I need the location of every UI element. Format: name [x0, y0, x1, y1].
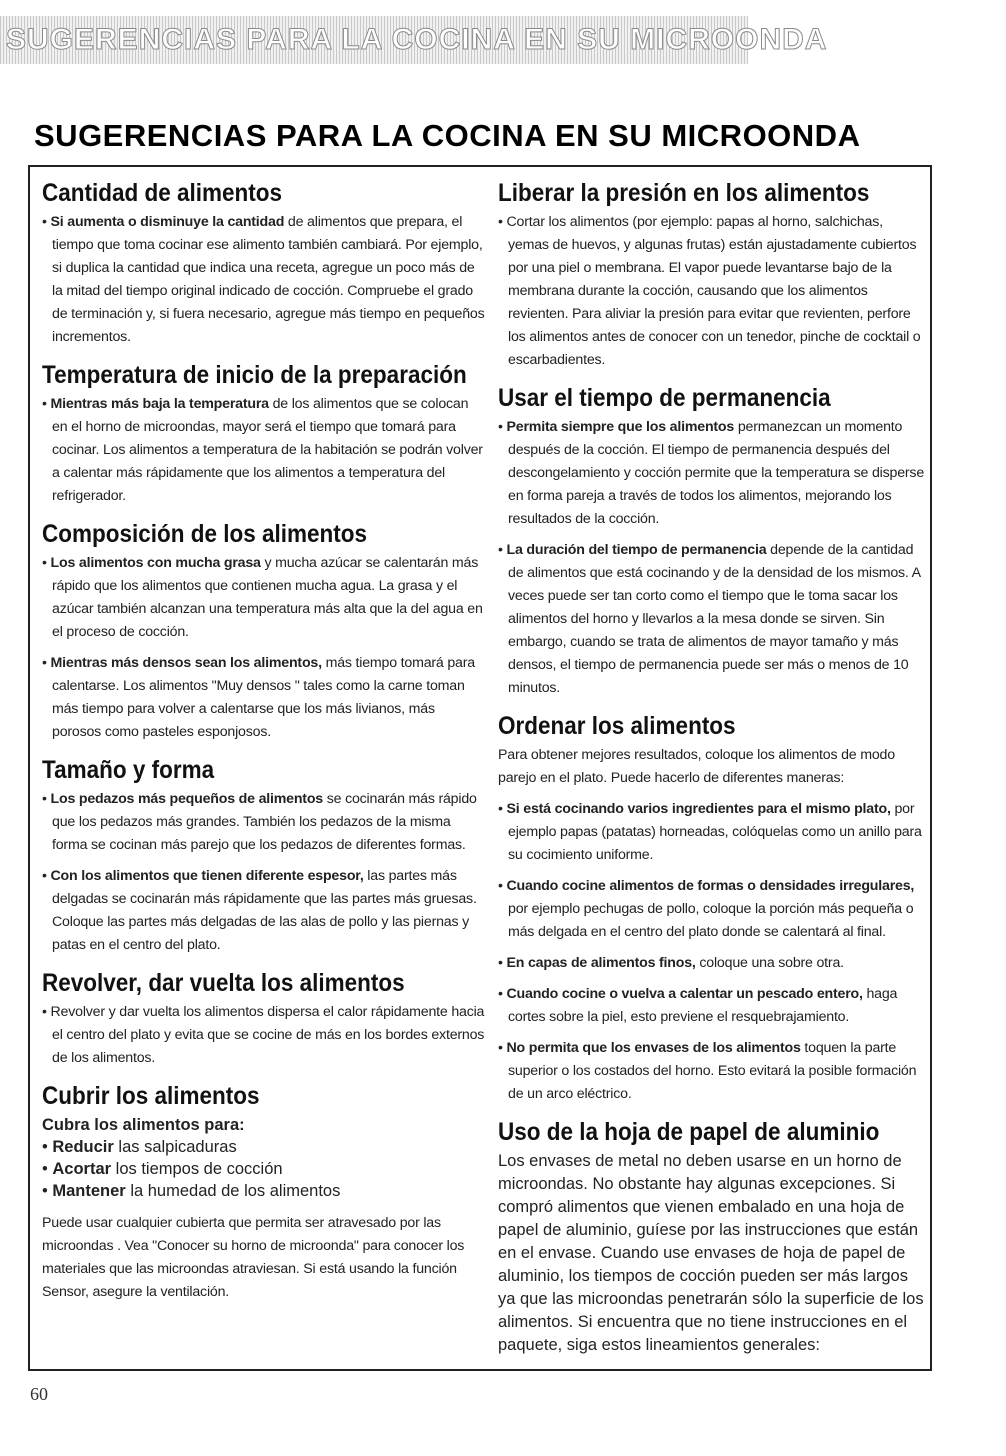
- section-liberar: [498, 179, 926, 372]
- list-lead: Reducir: [52, 1138, 114, 1156]
- bullet-text: haga cortes sobre la piel, esto previene el resquebrajamiento.: [508, 986, 898, 1025]
- section-usar: [498, 384, 926, 700]
- bullet-lead: En capas de alimentos finos,: [506, 955, 696, 971]
- body-paragraph: Los envases de metal no deben usarse en un horno de microondas. No obstante hay algunas excepciones. Si compró alimentos que vienen embalado en una hoja de papel de aluminio, guíese por las instrucciones que están en el envase. Cuando use envases de hoja de papel de aluminio, los tiempos de cocción pueden ser más largos ya que las microondas penetrarán sólo la superficie de los alimentos. Si encuentra que no tiene instrucciones en el paquete, siga estos lineamientos generales:: [498, 1152, 924, 1354]
- bullet-paragraph: [498, 416, 926, 531]
- bullet-lead: Si está cocinando varios ingredientes para el mismo plato,: [506, 801, 891, 817]
- section-composicion: [42, 520, 486, 744]
- bullet-lead: Permita siempre que los alimentos: [506, 419, 735, 435]
- page-title: SUGERENCIAS PARA LA COCINA EN SU MICROONDA: [34, 118, 861, 153]
- bullet-lead: Si aumenta o disminuye la cantidad: [50, 214, 285, 230]
- page-number: 60: [30, 1384, 48, 1404]
- bullet-lead: No permita que los envases de los alimentos: [506, 1040, 801, 1056]
- bullet-lead: Con los alimentos que tienen diferente espesor,: [50, 868, 364, 884]
- bullet-paragraph: • Revolver y dar vuelta los alimentos dispersa el calor rápidamente hacia el centro del plato y evita que se cocine de más en los bordes externos de los alimentos.: [42, 1001, 486, 1070]
- section-heading: Temperatura de inicio de la preparación: [42, 361, 467, 389]
- list-text: las salpicaduras: [113, 1138, 237, 1156]
- section-heading: Cubrir los alimentos: [42, 1082, 260, 1110]
- bullet-text: por ejemplo papas (patatas) horneadas, colóquelas como un anillo para su cocimiento uniforme.: [508, 801, 922, 863]
- bullet-paragraph: [42, 211, 486, 349]
- list-text: los tiempos de cocción: [111, 1160, 283, 1178]
- bullet-paragraph: [498, 1037, 926, 1106]
- bullet-paragraph: [498, 952, 926, 975]
- bullet-paragraph: [42, 393, 486, 508]
- bullet-text: de los alimentos que se colocan en el horno de microondas, mayor será el tiempo que tomará para cocinar. Los alimentos a temperatura de la habitación se podrán volver a calentar más rápidamente que los alimentos a temperatura del refrigerador.: [52, 396, 483, 504]
- section-heading: Cantidad de alimentos: [42, 179, 283, 207]
- section-aluminio: [498, 1118, 926, 1357]
- intro-paragraph: Para obtener mejores resultados, coloque los alimentos de modo parejo en el plato. Puede hacerlo de diferentes maneras:: [498, 747, 895, 786]
- section-heading: Tamaño y forma: [42, 756, 215, 784]
- bullet-lead: Cuando cocine o vuelva a calentar un pescado entero,: [506, 986, 863, 1002]
- section-heading: Ordenar los alimentos: [498, 712, 736, 740]
- bullet-text: de alimentos que prepara, el tiempo que toma cocinar ese alimento también cambiará. Por ejemplo, si duplica la cantidad que indica una receta, agregue un poco más de la mitad del tiempo original indicado de cocción. Compruebe el grado de terminación y, si fuera necesario, agregue más tiempo en pequeños incrementos.: [52, 214, 485, 345]
- bullet-text: por ejemplo pechugas de pollo, coloque la porción más pequeña o más delgada en el centro del plato donde se calentará al final.: [508, 901, 914, 940]
- bullet-text: las partes más delgadas se cocinarán más rápidamente que las partes más gruesas. Coloque las partes más delgadas de las alas de pollo y las piernas y patas en el centro del plato.: [52, 868, 477, 953]
- section-heading: Liberar la presión en los alimentos: [498, 179, 870, 207]
- section-ordenar: [498, 712, 926, 1106]
- bullet-paragraph: [498, 875, 926, 944]
- list-item: [42, 1136, 486, 1158]
- bullet-paragraph: [42, 788, 486, 857]
- bullet-text: y mucha azúcar se calentarán más rápido que los alimentos que contienen mucha agua. La grasa y el azúcar también alcanzan una temperatura más alta que la del agua en el proceso de cocción.: [52, 555, 483, 640]
- section-temperatura: [42, 361, 486, 508]
- bullet-paragraph: [498, 798, 926, 867]
- bullet-lead: Los alimentos con mucha grasa: [50, 555, 261, 571]
- section-heading: Usar el tiempo de permanencia: [498, 384, 831, 412]
- bullet-text: depende de la cantidad de alimentos que está cocinando y de la densidad de los mismos. A veces puede ser tan corto como el tiempo que le toma sacar los alimentos del horno y llevarlos a la mesa donde se sirven. Sin embargo, cuando se trata de alimentos de mayor tamaño y más densos, el tiempo de permanencia puede ser más o menos de 10 minutos.: [508, 542, 921, 696]
- right-column: [498, 179, 926, 1369]
- bullet-text: toquen la parte superior o los costados del horno. Esto evitará la posible formación de un arco eléctrico.: [508, 1040, 917, 1102]
- left-column: [42, 179, 486, 1316]
- bullet-text: coloque una sobre otra.: [695, 955, 844, 971]
- bullet-paragraph: [42, 552, 486, 644]
- list-lead: Mantener: [52, 1182, 126, 1200]
- section-cubrir: [42, 1082, 486, 1304]
- bullet-paragraph: [42, 865, 486, 957]
- bullet-lead: Los pedazos más pequeños de alimentos: [50, 791, 323, 807]
- section-heading: Revolver, dar vuelta los alimentos: [42, 969, 405, 997]
- bullet-lead: Mientras más densos sean los alimentos,: [50, 655, 322, 671]
- bullet-text: se cocinarán más rápido que los pedazos más grandes. También los pedazos de la misma forma se cocinan más parejo que los pedazos de diferentes formas.: [52, 791, 477, 853]
- list-lead: Acortar: [52, 1160, 112, 1178]
- section-heading: Uso de la hoja de papel de aluminio: [498, 1118, 880, 1146]
- bullet-lead: Mientras más baja la temperatura: [50, 396, 269, 412]
- list-text: la humedad de los alimentos: [125, 1182, 341, 1200]
- section-heading: Composición de los alimentos: [42, 520, 368, 548]
- bullet-paragraph: [42, 652, 486, 744]
- bullet-paragraph: [498, 983, 926, 1029]
- list-item: [42, 1180, 486, 1202]
- section-tamano: [42, 756, 486, 957]
- header-banner: [0, 16, 828, 64]
- section-cantidad: [42, 179, 486, 349]
- content-box: [28, 165, 932, 1371]
- list-item: [42, 1158, 486, 1180]
- body-paragraph: Puede usar cualquier cubierta que permita ser atravesado por las microondas . Vea "Conocer su horno de microonda" para conocer los materiales que las microondas atraviesan. Si está usando la función Sensor, asegure la ventilación.: [42, 1215, 465, 1300]
- bullet-paragraph: [498, 539, 926, 700]
- bullet-text: más tiempo tomará para calentarse. Los alimentos "Muy densos " tales como la carne toman más tiempo para volver a calentarse que los más livianos, más porosos como pasteles esponjosos.: [52, 655, 475, 740]
- bullet-lead: La duración del tiempo de permanencia: [506, 542, 767, 558]
- banner-text: SUGERENCIAS PARA LA COCINA EN SU MICROONDA: [6, 23, 828, 56]
- subheading: Cubra los alimentos para:: [42, 1116, 245, 1134]
- section-revolver: [42, 969, 486, 1070]
- bullet-paragraph: • Cortar los alimentos (por ejemplo: papas al horno, salchichas, yemas de huevos, y algunas frutas) están ajustadamente cubiertos por una piel o membrana. El vapor puede levantarse bajo de la membrana durante la cocción, causando que los alimentos revienten. Para aliviar la presión para evitar que revienten, perfore los alimentos antes de conocer con un tenedor, pinche de cocktail o escarbadientes.: [498, 211, 926, 372]
- bullet-text: permanezcan un momento después de la cocción. El tiempo de permanencia después del descongelamiento y cocción permite que la temperatura se disperse en forma pareja a través de todos los alimentos, mejorando los resultados de la cocción.: [508, 419, 925, 527]
- bullet-lead: Cuando cocine alimentos de formas o densidades irregulares,: [506, 878, 915, 894]
